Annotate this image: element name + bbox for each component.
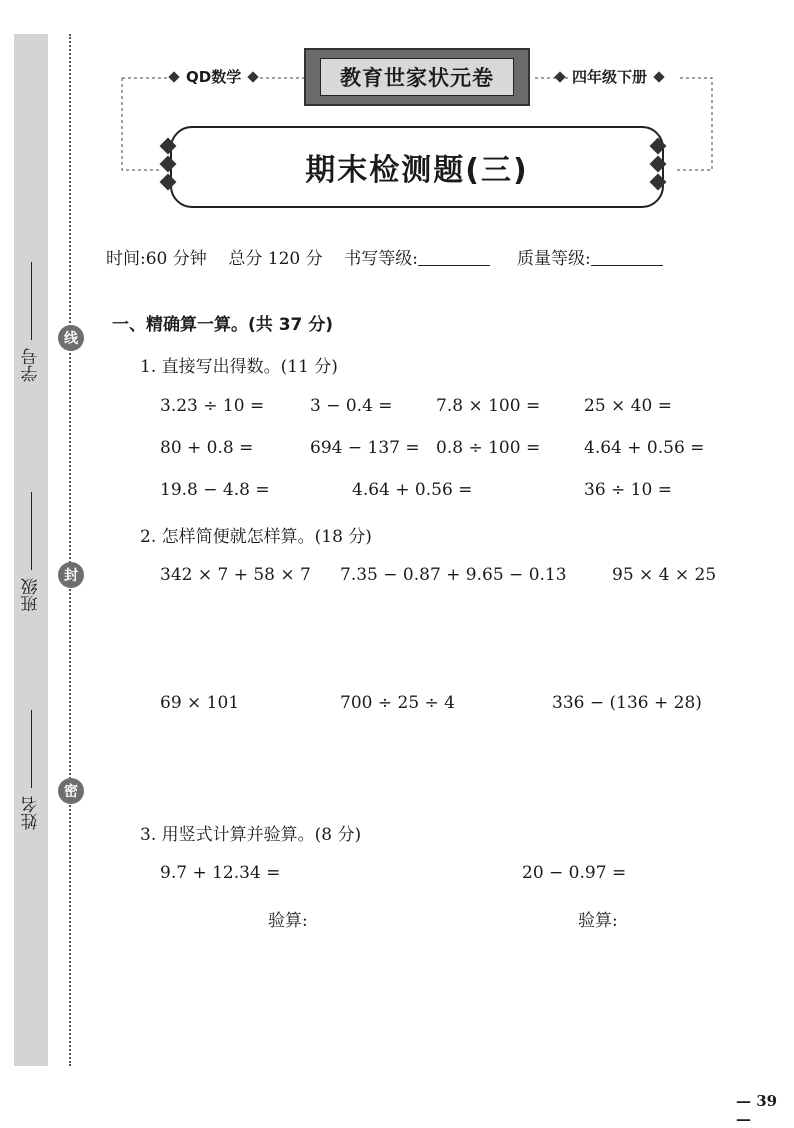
diamond-icon bbox=[650, 174, 667, 191]
time-info: 时间:60 分钟 bbox=[106, 249, 207, 269]
name-label: 姓名 bbox=[21, 796, 42, 830]
check-label: 验算: bbox=[268, 911, 308, 931]
q2-expr: 95 × 4 × 25 bbox=[612, 565, 717, 585]
writing-grade-blank[interactable] bbox=[418, 265, 490, 266]
question-2-title: 2. 怎样简便就怎样算。(18 分) bbox=[140, 527, 372, 547]
diamond-icon bbox=[650, 138, 667, 155]
q2-expr: 700 ÷ 25 ÷ 4 bbox=[340, 693, 455, 713]
left-tag: QD数学 bbox=[182, 66, 245, 87]
q1-expr: 80 + 0.8 = bbox=[160, 438, 254, 458]
diamond-icon bbox=[650, 156, 667, 173]
seal-seal: 封 bbox=[58, 562, 84, 588]
diamond-icon bbox=[248, 71, 259, 82]
diamond-icon bbox=[554, 71, 565, 82]
right-tag-wrap bbox=[556, 66, 663, 87]
writing-grade-label: 书写等级: bbox=[344, 249, 419, 269]
question-1-title: 1. 直接写出得数。(11 分) bbox=[140, 357, 338, 377]
q1-expr: 25 × 40 = bbox=[584, 396, 672, 416]
diamond-icon bbox=[168, 71, 179, 82]
diamond-icon bbox=[160, 156, 177, 173]
page-number: — 39 — bbox=[736, 1092, 778, 1128]
banner-text: 教育世家状元卷 bbox=[320, 58, 514, 96]
class-label: 班级 bbox=[21, 578, 42, 612]
q3-expr: 9.7 + 12.34 = bbox=[160, 863, 281, 883]
total-info: 总分 120 分 bbox=[228, 249, 323, 269]
q1-expr: 4.64 + 0.56 = bbox=[584, 438, 705, 458]
quality-grade-label: 质量等级: bbox=[517, 249, 591, 269]
quality-grade-blank[interactable] bbox=[591, 265, 663, 266]
seal-line: 线 bbox=[58, 325, 84, 351]
q1-expr: 694 − 137 = bbox=[310, 438, 420, 458]
q1-expr: 3 − 0.4 = bbox=[310, 396, 393, 416]
q1-expr: 36 ÷ 10 = bbox=[584, 480, 672, 500]
cut-line bbox=[69, 34, 71, 1066]
exam-info bbox=[106, 244, 663, 269]
banner bbox=[304, 48, 530, 106]
check-label: 验算: bbox=[578, 911, 618, 931]
right-tag: 四年级下册 bbox=[568, 66, 651, 87]
diamond-icon bbox=[653, 71, 664, 82]
left-tag-wrap bbox=[170, 66, 257, 87]
section-heading: 一、精确算一算。(共 37 分) bbox=[112, 315, 334, 335]
question-3-title: 3. 用竖式计算并验算。(8 分) bbox=[140, 825, 362, 845]
seal-secret: 密 bbox=[58, 778, 84, 804]
student-id-label: 学号 bbox=[21, 348, 42, 382]
q1-expr: 0.8 ÷ 100 = bbox=[436, 438, 541, 458]
q1-expr: 19.8 − 4.8 = bbox=[160, 480, 270, 500]
diamond-icon bbox=[160, 174, 177, 191]
q1-expr: 4.64 + 0.56 = bbox=[352, 480, 473, 500]
page-title: 期末检测题(三) bbox=[170, 126, 664, 208]
q2-expr: 69 × 101 bbox=[160, 693, 240, 713]
q3-expr: 20 − 0.97 = bbox=[522, 863, 627, 883]
q1-expr: 3.23 ÷ 10 = bbox=[160, 396, 265, 416]
right-diamonds bbox=[652, 140, 664, 188]
q2-expr: 7.35 − 0.87 + 9.65 − 0.13 bbox=[340, 565, 567, 585]
q1-expr: 7.8 × 100 = bbox=[436, 396, 541, 416]
q2-expr: 336 − (136 + 28) bbox=[552, 693, 702, 713]
q2-expr: 342 × 7 + 58 × 7 bbox=[160, 565, 311, 585]
left-diamonds bbox=[162, 140, 174, 188]
diamond-icon bbox=[160, 138, 177, 155]
